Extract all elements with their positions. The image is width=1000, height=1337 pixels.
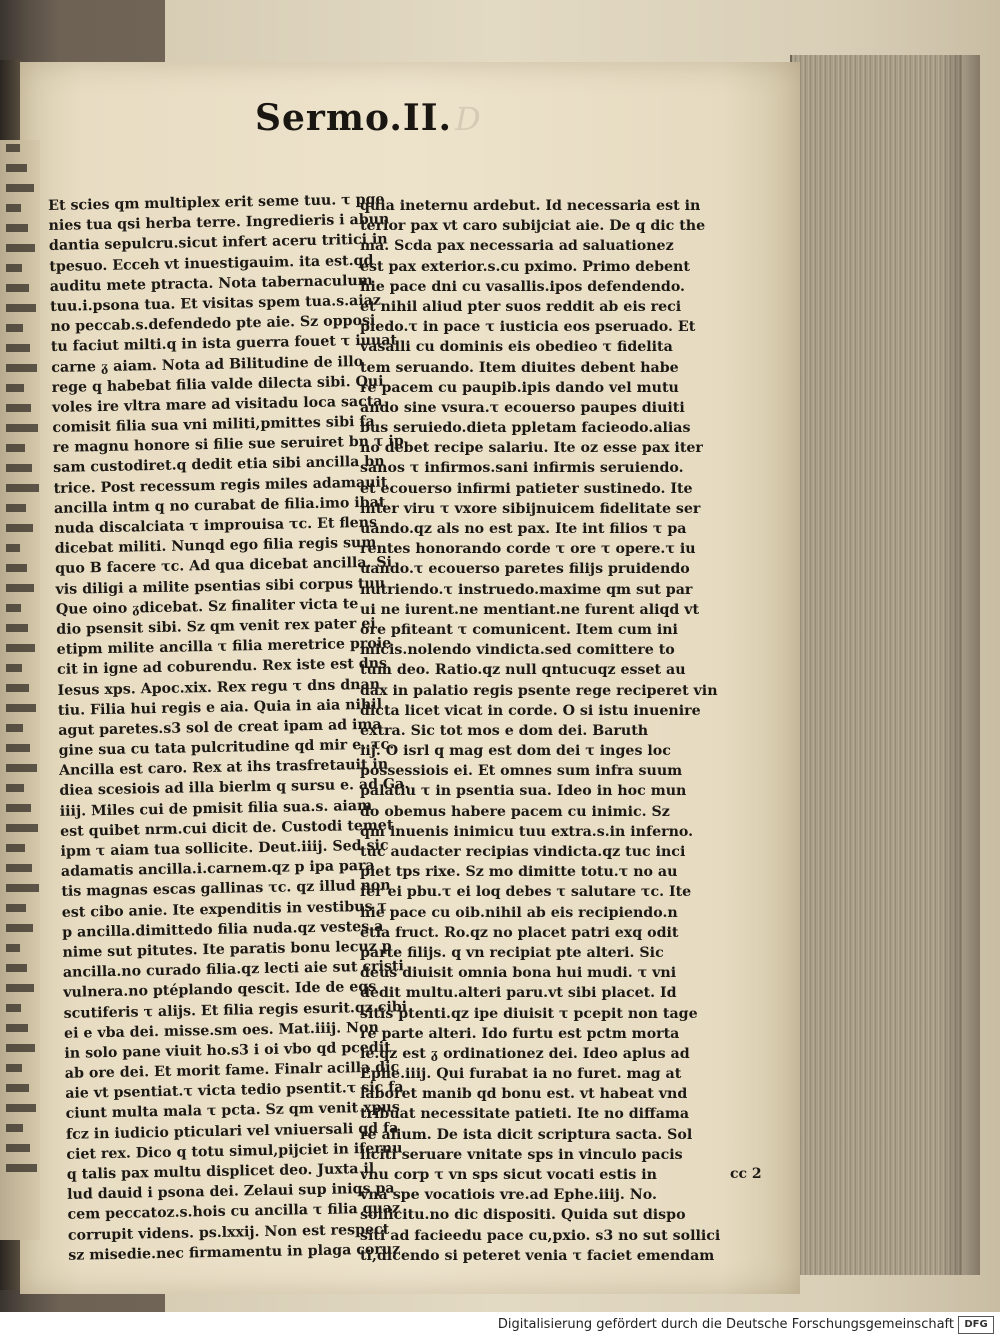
text-line: trice. Post recessum regis miles adamauit [53,474,388,497]
facing-text-fragment [6,744,30,752]
facing-text-fragment [6,184,34,192]
text-line: ui ne iurent.ne mentiant.ne furent aliqd vt [360,601,700,618]
text-line: vnu corp τ vn sps sicut vocati estis in [360,1167,657,1183]
text-line: re parte alteri. Ido furtu est pctm morta [360,1025,680,1042]
text-line: ciunt multa mala τ pcta. Sz qm venit xpus [65,1099,400,1123]
text-line: agut paretes.s3 sol de creat ipam ad ima [58,716,382,739]
text-line: vis diligi a milite psentias sibi corpus tuu [55,575,386,598]
text-line: ciet rex. Dico q totu simul,pijciet in ifernu [66,1140,403,1163]
text-line: ando sine vsura.τ ecouerso paupes diuiti [360,399,685,416]
facing-text-fragment [6,164,27,172]
text-line: laboret manib qd bonu est. vt habeat vnd [360,1086,688,1103]
text-line: Iesus xps. Apoc.xix. Rex regu τ dns dnan [57,676,381,699]
text-line: in solo pane viuit ho.s3 i oi vbo qd pcedit [64,1039,391,1062]
text-line: tis magnas escas gallinas τc. qz illud non [61,877,391,901]
text-line: piedo.τ in pace τ iusticia eos pseruado. Et [360,319,696,336]
text-line: bus seruiedo.dieta ppletam facieodo.alias [360,420,691,437]
text-line: re pacem cu paupib.ipis dando vel mutu [360,379,679,396]
page-edge-shadow [940,55,980,1275]
facing-text-fragment [6,524,33,532]
text-line: siti ad facieedu pace cu,pxio. s3 no sut sollici [360,1227,721,1244]
right-column [360,196,720,1266]
facing-text-fragment [6,1124,23,1132]
facing-text-fragment [6,564,27,572]
facing-text-fragment [6,624,28,632]
facing-text-fragment [6,864,32,872]
text-line: micis.nolendo vindicta.sed comittere to [360,642,675,659]
facing-text-fragment [6,724,23,732]
text-line: est pax exterior.s.cu pximo. Primo debent [360,258,690,275]
text-line: est cibo anie. Ite expenditis in vestibus τ [61,898,388,921]
text-line: dicta licet vicat in corde. O si istu inuenire [360,702,701,719]
text-line: re alium. De ista dicit scriptura sacta. Sol [360,1126,693,1143]
text-line: nies tua qsi herba terre. Ingredieris i abun [48,211,390,235]
text-line: Et scies qm multiplex erit seme tuu. τ pge [48,191,385,214]
facing-text-fragment [6,1024,28,1032]
text-line: tuu.i.psona tua. Et visitas spem tua.s.aiaz [49,292,382,315]
text-line: no debet recipe salariu. Ite oz esse pax iter [360,440,703,457]
text-line: corrupit videns. ps.lxxij. Non est respect [67,1221,390,1244]
text-line: no peccab.s.defendedo pte aie. Sz opposi [50,312,376,336]
facing-text-fragment [6,264,22,272]
facing-text-fragment [6,1104,36,1112]
text-line: quia ineternu ardebut. Id necessaria est in [360,198,701,214]
text-line: dax in palatio regis psente rege reciperet vin [360,682,718,699]
text-line: rentes honorando corde τ ore τ opere.τ iu [360,541,696,558]
text-line: Ephe.iiij. Qui furabat ia no furet. mag at [360,1066,682,1083]
facing-text-fragment [6,284,29,292]
facing-text-fragment [6,504,26,512]
facing-text-fragment [6,904,26,912]
page-heading: Sermo.II. [255,97,453,139]
text-line: sanos τ infirmos.sani infirmis seruiendo. [360,460,684,477]
footer-bar [0,1312,1000,1337]
text-line: ancilla intm q no curabat de filia.imo ibat [53,494,386,517]
facing-text-fragment [6,344,30,352]
page-block-edge [790,55,962,1275]
text-line: gine sua cu tata pulcritudine qd mir e. τc. [58,736,395,759]
facing-text-fragment [6,644,35,652]
text-line: extra. Sic tot mos e dom dei. Baruth [360,722,649,739]
text-line: diea scesiois ad illa bierlm q sursu e. ad Ga. [59,776,410,800]
text-line: qm inuenis inimicu tuu extra.s.in inferno. [360,823,694,840]
text-line: ancilla.no curado filia.qz lecti aie sut cristi [62,958,404,981]
facing-text-fragment [6,324,23,332]
text-line: liciti seruare vnitate sps in vinculo pacis [360,1146,683,1163]
text-line: uando.τ ecouerso paretes filijs pruidendo [360,561,690,578]
facing-text-fragment [6,1144,30,1152]
text-line: ore pfiteant τ comunicent. Item cum ini [360,621,678,638]
text-line: ei e vba dei. misse.sm oes. Mat.iiij. Non [63,1019,379,1042]
text-line: aie vt psentiat.τ victa tedio psentit.τ sic fa [65,1079,404,1103]
text-line: cem peccatoz.s.hois cu ancilla τ filia quaz [67,1200,401,1224]
text-line: auditu mete ptracta. Nota tabernaculum [49,272,373,295]
text-line: dedit multu.alteri paru.vt sibi placet. Id [360,985,677,1002]
funding-credit: Digitalisierung gefördert durch die Deutsche Forschungsgemeinschaft [497,1317,954,1332]
facing-text-fragment [6,1064,22,1072]
facing-text-fragment [6,484,39,492]
facing-text-fragment [6,884,39,892]
facing-text-fragment [6,204,21,212]
text-line: scutiferis τ alijs. Et filia regis esurit.qz cibi [63,998,408,1022]
facing-text-fragment [6,144,20,152]
show-through-text: D [455,100,481,138]
text-line: tiu. Filia hui regis e aia. Quia in aia nihil [57,696,383,719]
text-line: Ancilla est caro. Rex at ihs trasfretauit in [58,756,389,780]
text-line: etipm milite ancilla τ filia meretrice proie [56,635,392,659]
text-line: vna spe vocatiois vre.ad Ephe.iiij. No. [360,1187,657,1204]
text-line: sam custodiret.q dedit etia sibi ancilla bn [53,454,385,477]
text-line: do obemus habere pacem cu inimic. Sz [360,803,670,820]
text-line: etia fruct. Ro.qz no placet patri exq odit [360,924,679,941]
text-line: Que oino ᵹdicebat. Sz finaliter victa te [55,595,359,618]
text-line: tum deo. Ratio.qz null qntucuqz esset au [360,662,686,679]
text-line: nuda discalciata τ improuisa τc. Et flens [54,514,378,537]
facing-text-fragment [6,764,37,772]
facing-text-fragment [6,1084,29,1092]
text-line: quo B facere τc. Ad qua dicebat ancilla. Si [55,554,393,578]
facing-text-fragment [6,1164,37,1172]
facing-page-edge [0,140,40,1240]
facing-text-fragment [6,604,21,612]
facing-text-fragment [6,944,20,952]
facing-text-fragment [6,464,32,472]
text-line: parte filijs. q vn recipiat pte alteri. Sic [360,944,664,961]
text-line: fer ei pbu.τ ei loq debes τ salutare τc. Ite [360,884,692,901]
facing-text-fragment [6,444,25,452]
text-line: dio psensit sibi. Sz qm venit rex pater ei [56,615,376,638]
text-line: hie pace cu oib.nihil ab eis recipiendo.n [360,904,678,921]
text-line: vulnera.no ptéplando qescit. Ide de eqs [63,979,377,1002]
facing-text-fragment [6,664,22,672]
facing-text-fragment [6,684,29,692]
text-line: comisit filia sua vni militi,pmittes sibi fa [52,413,375,437]
text-line: terior pax vt caro subijciat aie. De q dic the [360,218,706,235]
facing-text-fragment [6,1004,21,1012]
text-line: palatiu τ in psentia sua. Ideo in hoc mun [360,783,687,800]
text-line: cit in igne ad coburendu. Rex iste est dns [56,655,388,679]
text-line: voles ire vltra mare ad visitadu loca sacta [51,393,383,416]
facing-text-fragment [6,804,31,812]
text-line: uando.qz als no est pax. Ite int filios τ pa [360,521,687,537]
text-line: ipm τ aiam tua sollicite. Deut.iiij. Sed sic [60,837,389,860]
text-line: sitis ptenti.qz ipe diuisit τ pcepit non tage [360,1005,698,1022]
text-line: et nihil aliud pter suos reddit ab eis reci [360,298,682,315]
facing-text-fragment [6,404,31,412]
text-line: et ecouerso infirmi patieter sustinedo. Ite [360,480,693,497]
text-line: fcz in iudicio pticulari vel vniuersali qd fa [65,1120,399,1143]
text-line: rege q habebat filia valde dilecta sibi. Qui [51,373,384,396]
text-line: possessiois ei. Et omnes sum infra suum [360,763,683,780]
text-line: iij. O isrl q mag est dom dei τ inges loc [360,743,671,760]
facing-text-fragment [6,584,34,592]
facing-text-fragment [6,1044,35,1052]
text-line: iiij. Miles cui de pmisit filia sua.s. aiam [59,797,373,820]
facing-text-fragment [6,424,38,432]
facing-text-fragment [6,984,34,992]
text-line: re magnu honore si filie sue seruiret bn τ ip [52,433,404,457]
facing-text-fragment [6,544,20,552]
text-line: tuc audacter recipias vindicta.qz tuc inci [360,844,686,860]
facing-text-fragment [6,824,38,832]
facing-text-fragment [6,704,36,712]
text-line: tpesuo. Ecceh vt inuestigauim. ita est.qd [49,252,374,275]
text-line: adamatis ancilla.i.carnem.qz p ipa para [60,858,375,881]
text-line: le.qz est ᵹ ordinationez dei. Ideo aplus ad [360,1045,690,1062]
facing-text-fragment [6,304,36,312]
text-line: tem seruando. Item diuites debent habe [360,359,679,376]
text-line: dantia sepulcru.sicut infert aceru tritici in [48,231,388,255]
text-line: inter viru τ vxore sibijnuicem fidelitate ser [360,500,701,517]
facing-text-fragment [6,924,33,932]
facing-text-fragment [6,384,24,392]
text-line: sz misedie.nec firmamentu in plaga coruz [68,1241,401,1264]
text-line: piet tps rixe. Sz mo dimitte totu.τ no au [360,864,678,881]
facing-text-fragment [6,244,35,252]
text-line: lud dauid i psona dei. Zelaui sup iniqs pa [67,1180,395,1204]
text-line: vasalli cu dominis eis obedieo τ fidelita [360,339,673,356]
signature-mark: cc 2 [730,1166,762,1182]
text-line: tribuat necessitate patieti. Ite no diffama [360,1106,690,1123]
text-line: ma. Scda pax necessaria ad saluationez [360,238,674,255]
text-line: nime sut pitutes. Ite paratis bonu lecuz p [62,938,392,961]
dfg-logo: DFG [958,1316,994,1334]
text-line: q talis pax multu displicet deo. Juxta il [66,1160,375,1183]
text-line: dicebat militi. Nunqd ego filia regis sum [54,534,377,558]
facing-text-fragment [6,364,37,372]
text-line: nutriendo.τ instruedo.maxime qm sut par [360,581,693,598]
text-line: est quibet nrm.cui dicit de. Custodi temet [60,817,394,840]
text-line: hie pace dni cu vasallis.ipos defendendo. [360,278,685,295]
facing-text-fragment [6,844,25,852]
text-line: tu faciut milti.q in ista guerra fouet τ iuuat [50,332,398,356]
text-line: carne ᵹ aiam. Nota ad Bilitudine de illo [51,353,364,376]
text-line: deus diuisit omnia bona hui mudi. τ vni [360,965,677,982]
facing-text-fragment [6,964,27,972]
text-line: ti,dicendo si peteret venia τ faciet emendam [360,1247,715,1264]
facing-text-fragment [6,224,28,232]
text-line: p ancilla.dimittedo filia nuda.qz vestes a [61,918,384,941]
facing-text-fragment [6,784,24,792]
text-line: sollicitu.no dic dispositi. Quida sut dispo [360,1207,686,1224]
text-line: ab ore dei. Et morit fame. Finalr acilla dic [64,1059,400,1082]
